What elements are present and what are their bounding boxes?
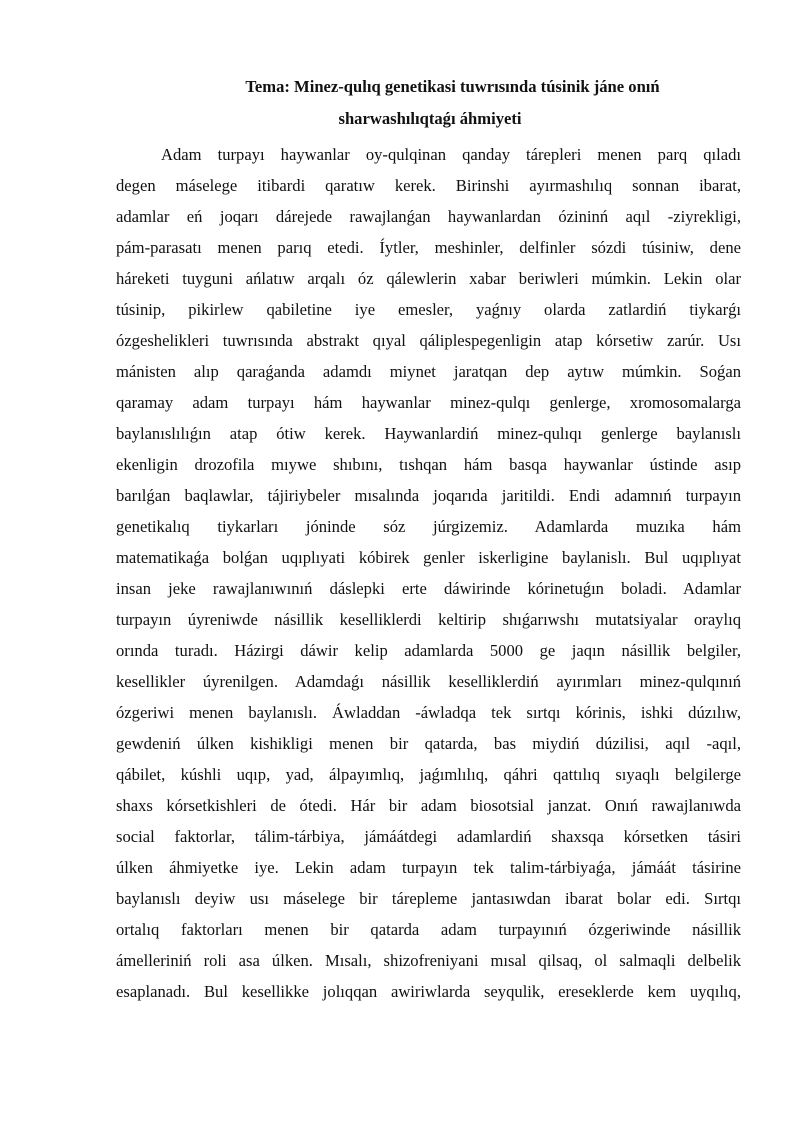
paragraph-line: degen máselege itibardi qaratıw kerek. Birinshi ayırmashılıq sonnan ibarat, [116,176,741,195]
paragraph-line: túsinip, pikirlew qabiletine iye emesler, yaǵnıy olarda zatlardiń tiykarǵı [116,300,741,319]
document-body [116,139,741,1007]
paragraph-line: pám-parasatı menen parıq etedi. Íytler, meshinler, delfinler sózdi túsiniw, dene [116,238,741,257]
paragraph-line: insan jeke rawajlanıwınıń dáslepki erte dáwirinde kórinetuǵın boladi. Adamlar [116,579,741,598]
document-title-line-1: Tema: Minez-qulıq genetikasi tuwrısında túsinik jáne onıń [245,77,660,96]
paragraph-line: kesellikler úyrenilgen. Adamdaǵı násillik keselliklerdiń ayırımları minez-qulqınıń [116,672,741,691]
paragraph-line: Adam turpayı haywanlar oy-qulqinan qanday tárepleri menen parq qıladı [161,145,741,164]
paragraph-line: adamlar eń joqarı dárejede rawajlanǵan haywanlardan ózininń aqıl -ziyrekligi, [116,207,741,226]
paragraph-line: social faktorlar, tálim-tárbiya, jámáátdegi adamlardiń shaxsqa kórsetken tásiri [116,827,741,846]
document-title-line-2: sharwashılıqtaǵı áhmiyeti [338,109,522,128]
paragraph-line: qaramay adam turpayı hám haywanlar minez-qulqı genlerge, xromosomalarga [116,393,741,412]
paragraph-line: ortalıq faktorları menen bir qatarda adam turpayınıń ózgeriwinde násillik [116,920,741,939]
paragraph-line: úlken áhmiyetke iye. Lekin adam turpayın tek talim-tárbiyaǵa, jámáát tásirine [116,858,741,877]
paragraph-line: háreketi tuyguni ańlatıw arqalı óz qálewlerin xabar beriwleri múmkin. Lekin olar [116,269,741,288]
paragraph-line: genetikalıq tiykarları jóninde sóz júrgizemiz. Adamlarda muzıka hám [116,517,741,536]
paragraph-line: qábilet, kúshli uqıp, yad, álpayımlıq, jaǵımlılıq, qáhri qattılıq sıyaqlı belgilerge [116,765,741,784]
paragraph-line: gewdeniń úlken kishikligi menen bir qatarda, bas miydiń dúzilisi, aqıl -aqıl, [116,734,741,753]
paragraph-line: turpayın úyreniwde násillik keselliklerdi keltirip shıǵarıwshı mutatsiyalar oraylıq [116,610,741,629]
paragraph-line: esaplanadı. Bul kesellikke jolıqqan awiriwlarda seyqulik, ereseklerde kem uyqılıq, [116,982,741,1001]
paragraph-line: ekenligin drozofila mıywe shıbını, tıshqan hám basqa haywanlar ústinde asıp [116,455,741,474]
paragraph-line: baylanıslılıǵın atap ótiw kerek. Haywanlardiń minez-qulıqı genlerge baylanıslı [116,424,741,443]
paragraph-line: orında turadı. Házirgi dáwir kelip adamlarda 5000 ge jaqın násillik belgiler, [116,641,741,660]
paragraph-line: ámelleriniń roli asa úlken. Mısalı, shizofreniyani mısal qilsaq, ol salmaqli delbelik [116,951,741,970]
paragraph-line: matematikaǵa bolǵan uqıplıyati kóbirek genler iskerligine baylanislı. Bul uqıplıyat [116,548,741,567]
paragraph-line: shaxs kórsetkishleri de ótedi. Hár bir adam biosotsial janzat. Onıń rawajlanıwda [116,796,741,815]
paragraph-line: mánisten alıp qaraǵanda adamdı miynet jaratqan dep aytıw múmkin. Soǵan [116,362,741,381]
paragraph-line: ózgeriwi menen baylanıslı. Áwladdan -áwladqa tek sırtqı kórinis, ishki dúzılıw, [116,703,741,722]
paragraph-line: barılǵan baqlawlar, tájiriybeler mısalında joqarıda jaritildi. Endi adamnıń turpayın [116,486,741,505]
paragraph-line: ózgeshelikleri tuwrısında abstrakt qıyal qáliplespegenligin atap kórsetiw zarúr. Usı [116,331,741,350]
paragraph-line: baylanıslı deyiw usı máselege bir tárepleme jantasıwdan ibarat bolar edi. Sırtqı [116,889,741,908]
